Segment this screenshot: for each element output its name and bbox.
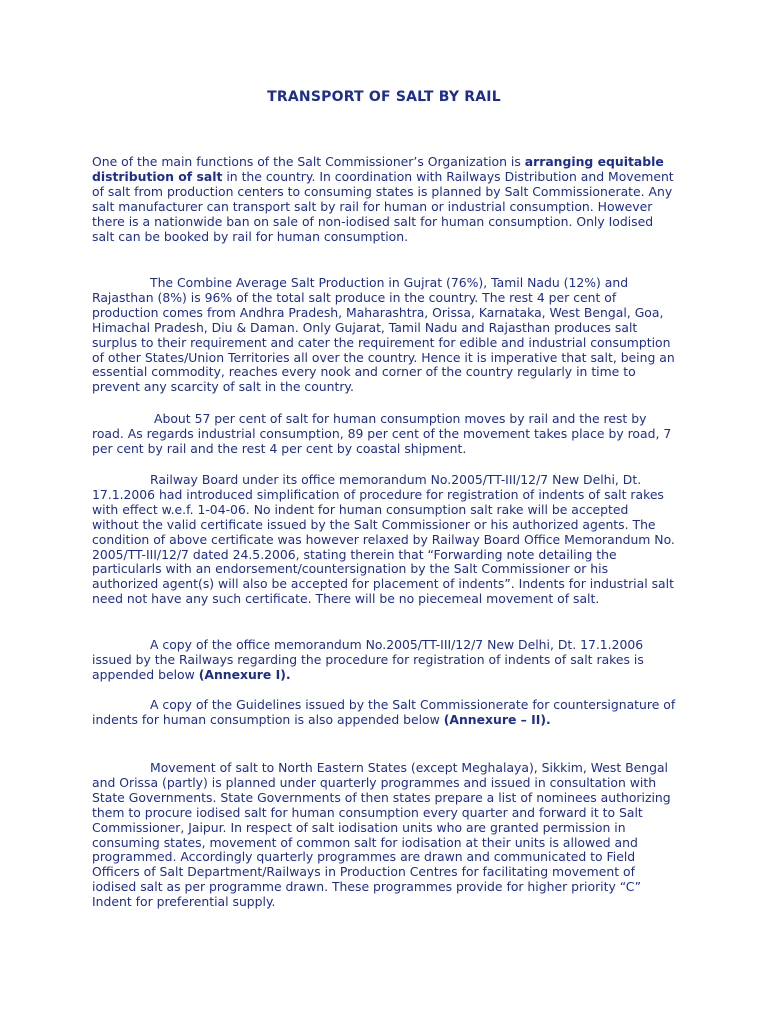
- paragraph-railway-board: [92, 473, 676, 607]
- paragraph-annexure-two-text: A copy of the Guidelines issued by the Salt Commissionerate for countersignature of indents for human consumption is also appended below: [92, 697, 676, 727]
- page-title: TRANSPORT OF SALT BY RAIL: [267, 89, 501, 105]
- paragraph-intro-bold: arranging equitable distribution of salt: [92, 154, 664, 184]
- paragraph-annexure-two: [92, 698, 676, 728]
- paragraph-north-eastern-text: Movement of salt to North Eastern States (except Meghalaya), Sikkim, West Bengal and Orissa (partly) is planned under quarterly programmes and issued in consultation with State Governments. State Governments of then states prepare a list of nominees authorizing them to procure iodised salt for human consumption every quarter and forward it to Salt Commissioner, Jaipur. In respect of salt iodisation units who are granted permission in consuming states, movement of common salt for iodisation at their units is allowed and programmed. Accordingly quarterly programmes are drawn and communicated to Field Officers of Salt Department/Railways in Production Centres for facilitating movement of iodised salt as per programme drawn. These programmes provide for higher priority “C” Indent for preferential supply.: [92, 760, 671, 910]
- paragraph-intro-text-b: in the country. In coordination with Railways Distribution and Movement of salt from production centers to consuming states is planned by Salt Commissionerate. Any salt manufacturer can transport salt by rail for human or industrial consumption. However there is a nationwide ban on sale of non-iodised salt for human consumption. Only Iodised salt can be booked by rail for human consumption.: [92, 168, 674, 244]
- paragraph-railway-board-text: Railway Board under its office memorandum No.2005/TT-III/12/7 New Delhi, Dt. 17.1.2006 had introduced simplification of procedure for registration of indents of salt rakes with effect w.e.f. 1-04-06. No indent for human consumption salt rake will be accepted without the valid certificate issued by the Salt Commissioner or his authorized agents. The condition of above certificate was however relaxed by Railway Board Office Memorandum No. 2005/TT-III/12/7 dated 24.5.2006, stating therein that “Forwarding note detailing the particularls with an endorsement/countersignation by the Salt Commissioner or his authorized agent(s) will also be accepted for placement of indents”. Indents for industrial salt need not have any such certificate. There will be no piecemeal movement of salt.: [92, 472, 675, 607]
- paragraph-movement-share-text: About 57 per cent of salt for human consumption moves by rail and the rest by road. As regards industrial consumption, 89 per cent of the movement takes place by road, 7 per cent by rail and the rest 4 per cent by coastal shipment.: [92, 411, 672, 456]
- paragraph-production: [92, 276, 676, 395]
- annexure-one-label: (Annexure I).: [198, 666, 291, 682]
- paragraph-production-text: The Combine Average Salt Production in Gujrat (76%), Tamil Nadu (12%) and Rajasthan (8%) is 96% of the total salt produce in the country. The rest 4 per cent of production comes from Andhra Pradesh, Maharashtra, Orissa, Karnataka, West Bengal, Goa, Himachal Pradesh, Diu & Daman. Only Gujarat, Tamil Nadu and Rajasthan produces salt surplus to their requirement and cater the requirement for edible and industrial consumption of other States/Union Territories all over the country. Hence it is imperative that salt, being an essential commodity, reaches every nook and corner of the country regularly in time to prevent any scarcity of salt in the country.: [92, 275, 675, 395]
- paragraph-north-eastern: [92, 761, 676, 910]
- annexure-two-label: (Annexure – II).: [443, 711, 551, 727]
- paragraph-intro: [92, 155, 676, 244]
- paragraph-annexure-one-text: A copy of the office memorandum No.2005/TT-III/12/7 New Delhi, Dt. 17.1.2006 issued by the Railways regarding the procedure for registration of indents of salt rakes is appended below: [92, 637, 644, 682]
- paragraph-intro-text-a: One of the main functions of the Salt Commissioner’s Organization is: [92, 154, 525, 169]
- paragraph-movement-share: [92, 412, 676, 457]
- paragraph-annexure-one: [92, 638, 676, 683]
